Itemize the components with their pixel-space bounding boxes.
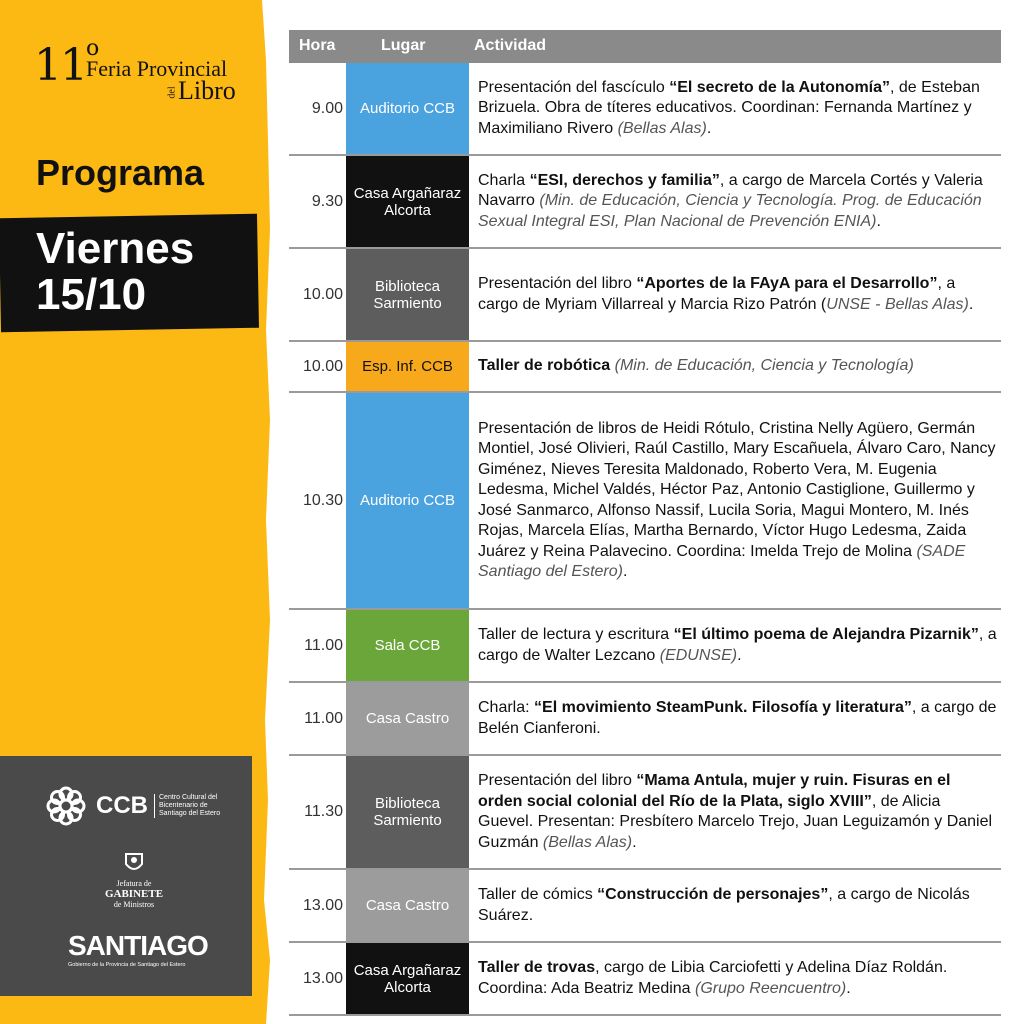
header-actividad: Actividad (474, 37, 547, 54)
table-row (289, 393, 1001, 610)
row-hora: 10.00 (302, 285, 343, 303)
table-row (289, 342, 1001, 393)
row-actividad: Taller de robótica (Min. de Educación, Ciencia y Tecnología) (478, 357, 914, 375)
row-hora: 11.00 (304, 709, 343, 727)
row-actividad: Taller de cómics “Construcción de personajes”, a cargo de Nicolás Suárez. (478, 886, 970, 924)
row-hora: 13.00 (302, 896, 343, 914)
row-actividad: Presentación del libro “Aportes de la FAyA para el Desarrollo”, a cargo de Myriam Villarreal y Marcia Rizo Patrón (UNSE - Bellas Alas). (478, 275, 974, 313)
row-lugar: Biblioteca Sarmiento (346, 249, 469, 340)
row-actividad: Charla: “El movimiento SteamPunk. Filosofía y literatura”, a cargo de Belén Cianferoni. (478, 699, 997, 737)
row-lugar: Casa Argañaraz Alcorta (346, 156, 469, 247)
row-lugar: Sala CCB (346, 610, 469, 681)
title-line-1: Feria Provincial (86, 56, 228, 81)
ccb-subtitle: Centro Cultural del Bicentenario de Santiago del Estero (154, 794, 235, 818)
ccb-logo (46, 786, 235, 826)
santiago-text: SANTIAGO (68, 930, 208, 961)
schedule-table (289, 30, 1001, 1016)
table-body (289, 63, 1001, 1016)
row-actividad: Presentación del libro “Mama Antula, mujer y ruin. Fisuras en el orden social colonial del Río de la Plata, siglo XVIII”, de Alicia Guevel. Presentan: Presbítero Marcelo Trejo, Juan Leguizamón y Daniel Guzmán (Bellas Alas). (478, 772, 993, 851)
santiago-logo (68, 930, 218, 968)
jefatura-line-1: Jefatura de (116, 879, 152, 888)
ccb-text: CCB (96, 792, 148, 819)
edition-number: 11$^o$ (34, 36, 98, 91)
weekday: Viernes (36, 224, 195, 273)
row-lugar: Biblioteca Sarmiento (346, 756, 469, 868)
table-row (289, 756, 1001, 870)
title-line-2: Libro (178, 76, 236, 105)
row-hora: 13.00 (302, 969, 343, 987)
row-actividad: Charla “ESI, derechos y familia”, a cargo de Marcela Cortés y Valeria Navarro (Min. de Educación, Ciencia y Tecnología. Prog. de Educación Sexual Integral ESI, Plan Nacional de Prevención ENIA). (478, 171, 983, 230)
jefatura-line-3: de Ministros (113, 900, 155, 909)
row-hora: 9.00 (311, 99, 343, 117)
programa-heading: Programa (36, 152, 205, 193)
santiago-subtitle: Gobierno de la Provincia de Santiago del Estero (68, 962, 186, 968)
row-lugar: Casa Argañaraz Alcorta (346, 943, 469, 1014)
flower-icon (46, 786, 86, 826)
row-lugar: Auditorio CCB (346, 63, 469, 154)
table-row (289, 683, 1001, 756)
jefatura-line-2: GABINETE (104, 888, 164, 900)
title-del: del (166, 86, 178, 99)
table-row (289, 870, 1001, 943)
row-hora: 10.30 (302, 491, 343, 509)
table-row (289, 156, 1001, 249)
day-label (36, 226, 194, 318)
row-actividad: Taller de lectura y escritura “El último poema de Alejandra Pizarnik”, a cargo de Walter Lezcano (EDUNSE). (478, 626, 997, 664)
row-actividad: Taller de trovas, cargo de Libia Carciofetti y Adelina Díaz Roldán. Coordina: Ada Beatriz Medina (Grupo Reencuentro). (478, 959, 948, 997)
table-row (289, 249, 1001, 342)
table-row (289, 943, 1001, 1016)
row-lugar: Casa Castro (346, 870, 469, 941)
header-hora: Hora (299, 37, 336, 54)
table-header (289, 30, 1001, 63)
row-lugar: Casa Castro (346, 683, 469, 754)
table-row (289, 610, 1001, 683)
sidebar (0, 0, 272, 1024)
row-hora: 11.00 (304, 636, 343, 654)
row-hora: 9.30 (311, 192, 343, 210)
row-hora: 11.30 (304, 803, 343, 820)
coat-of-arms-icon (122, 852, 146, 874)
fair-title (30, 38, 260, 108)
header-lugar: Lugar (381, 37, 426, 54)
row-hora: 10.00 (302, 357, 343, 375)
row-actividad: Presentación de libros de Heidi Rótulo, Cristina Nelly Agüero, Germán Montiel, José Olivieri, Raúl Castillo, Mary Escañuela, Álvaro Caro, Nancy Giménez, Nieves Teresita Maldonado, Roberto Vera, M. Eugenia Ledesma, Michel Valdés, Héctor Paz, Antonio Castiglione, Guillermo y José Sanmarco, Alfonso Nassif, Lucila Soria, Magui Montero, M. Inés Rojas, Marcela Elías, Martha Bernardo, Víctor Hugo Ledesma, Zaida Juárez y Reina Palavecino. Coordina: Imelda Trejo de Molina (SADE Santiago del Estero). (478, 419, 996, 580)
row-lugar: Esp. Inf. CCB (346, 342, 469, 391)
table-row (289, 63, 1001, 156)
jefatura-logo (96, 852, 172, 909)
row-actividad: Presentación del fascículo “El secreto de la Autonomía”, de Esteban Brizuela. Obra de títeres educativos. Coordinan: Fernanda Martínez y Maximiliano Rivero (Bellas Alas). (478, 78, 980, 137)
date: 15/10 (36, 270, 147, 319)
row-lugar: Auditorio CCB (346, 393, 469, 608)
